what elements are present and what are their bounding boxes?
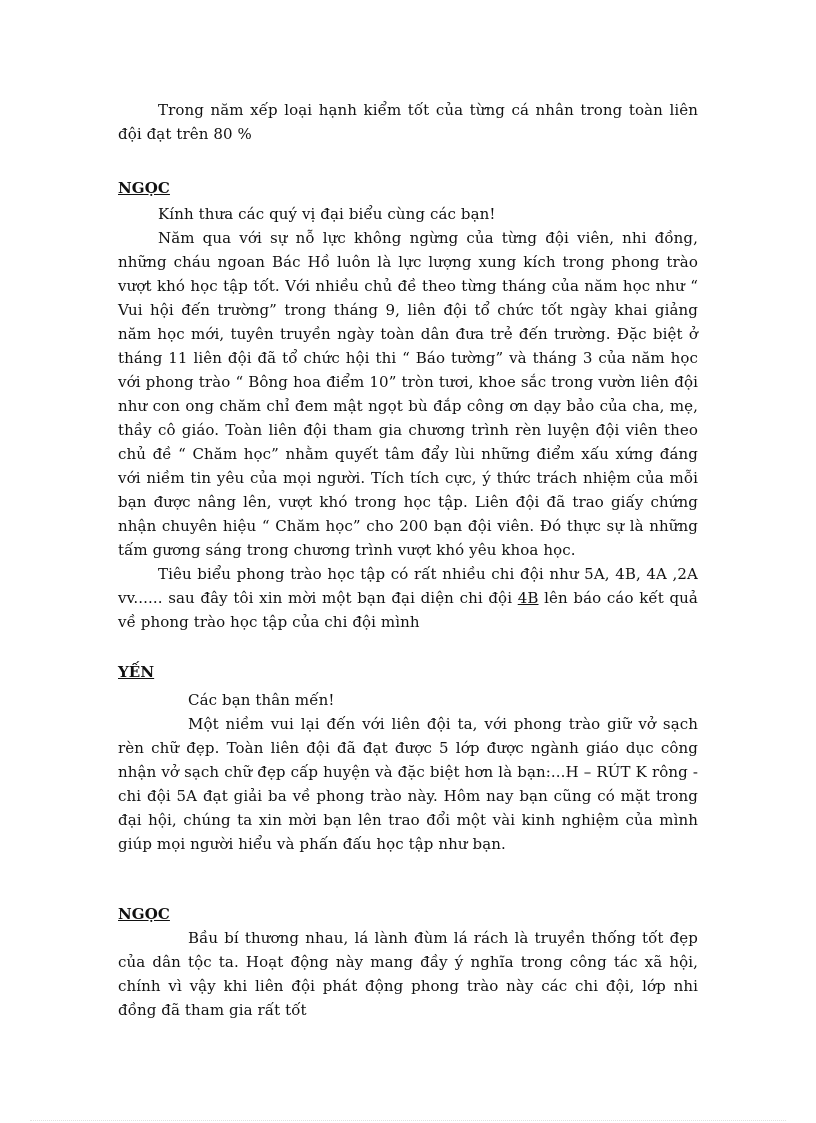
greeting-line: Kính thưa các quý vị đại biểu cùng các bạn! bbox=[158, 205, 496, 223]
body-paragraph: Bầu bí thương nhau, lá lành đùm lá rách là truyền thống tốt đẹp của dân tộc ta. Hoạt động này mang đầy ý nghĩa trong công tác xã hội, chính vì vậy khi liên đội phát động phong trào này các chi đội, lớp nhi đồng đã tham gia rất tốt bbox=[118, 929, 698, 1019]
page-bottom-divider bbox=[30, 1120, 786, 1121]
speaker-heading: NGỌC bbox=[118, 179, 170, 197]
paragraph-text: lên báo cáo kết quả về phong trào học tập của chi đội mình bbox=[118, 589, 698, 631]
greeting-line: Các bạn thân mến! bbox=[188, 691, 335, 709]
intro-paragraph: Trong năm xếp loại hạnh kiểm tốt của từng cá nhân trong toàn liên đội đạt trên 80 % bbox=[118, 101, 698, 143]
paragraph-text: Tiêu biểu phong trào học tập có rất nhiều chi đội như 5A, 4B, 4A ,2A vv...... sau đây tôi xin mời một bạn đại diện chi đội bbox=[118, 565, 698, 607]
body-paragraph: Một niềm vui lại đến với liên đội ta, với phong trào giữ vở sạch rèn chữ đẹp. Toàn liên đội đã đạt được 5 lớp được ngành giáo dục công nhận vở sạch chữ đẹp cấp huyện và đặc biệt hơn là bạn:...H – RÚT K rông - chi đội 5A đạt giải ba về phong trào này. Hôm nay bạn cũng có mặt trong đại hội, chúng ta xin mời bạn lên trao đổi một vài kinh nghiệm của mình giúp mọi người hiểu và phấn đấu học tập như bạn. bbox=[118, 715, 698, 853]
body-paragraph bbox=[118, 562, 698, 634]
body-paragraph: Năm qua với sự nỗ lực không ngừng của từng đội viên, nhi đồng, những cháu ngoan Bác Hồ luôn là lực lượng xung kích trong phong trào vượt khó học tập tốt. Với nhiều chủ đề theo từng tháng của năm học như “ Vui hội đến trường” trong tháng 9, liên đội tổ chức tốt ngày khai giảng năm học mới, tuyên truyền ngày toàn dân đưa trẻ đến trường. Đặc biệt ở tháng 11 liên đội đã tổ chức hội thi “ Báo tường” và tháng 3 của năm học với phong trào “ Bông hoa điểm 10” tròn tươi, khoe sắc trong vườn liên đội như con ong chăm chỉ đem mật ngọt bù đắp công ơn dạy bảo của cha, mẹ, thầy cô giáo. Toàn liên đội tham gia chương trình rèn luyện đội viên theo chủ đề “ Chăm học” nhằm quyết tâm đẩy lùi những điểm xấu xứng đáng với niềm tin yêu của mọi người. Tích tích cực, ý thức trách nhiệm của mỗi bạn được nâng lên, vượt khó trong học tập. Liên đội đã trao giấy chứng nhận chuyên hiệu “ Chăm học” cho 200 bạn đội viên. Đó thực sự là những tấm gương sáng trong chương trình vượt khó yêu khoa học. bbox=[118, 229, 698, 559]
document-page bbox=[118, 98, 698, 1022]
speaker-heading: NGỌC bbox=[118, 905, 170, 923]
underlined-class-label: 4B bbox=[517, 589, 539, 607]
speaker-heading: YẾN bbox=[118, 663, 155, 681]
